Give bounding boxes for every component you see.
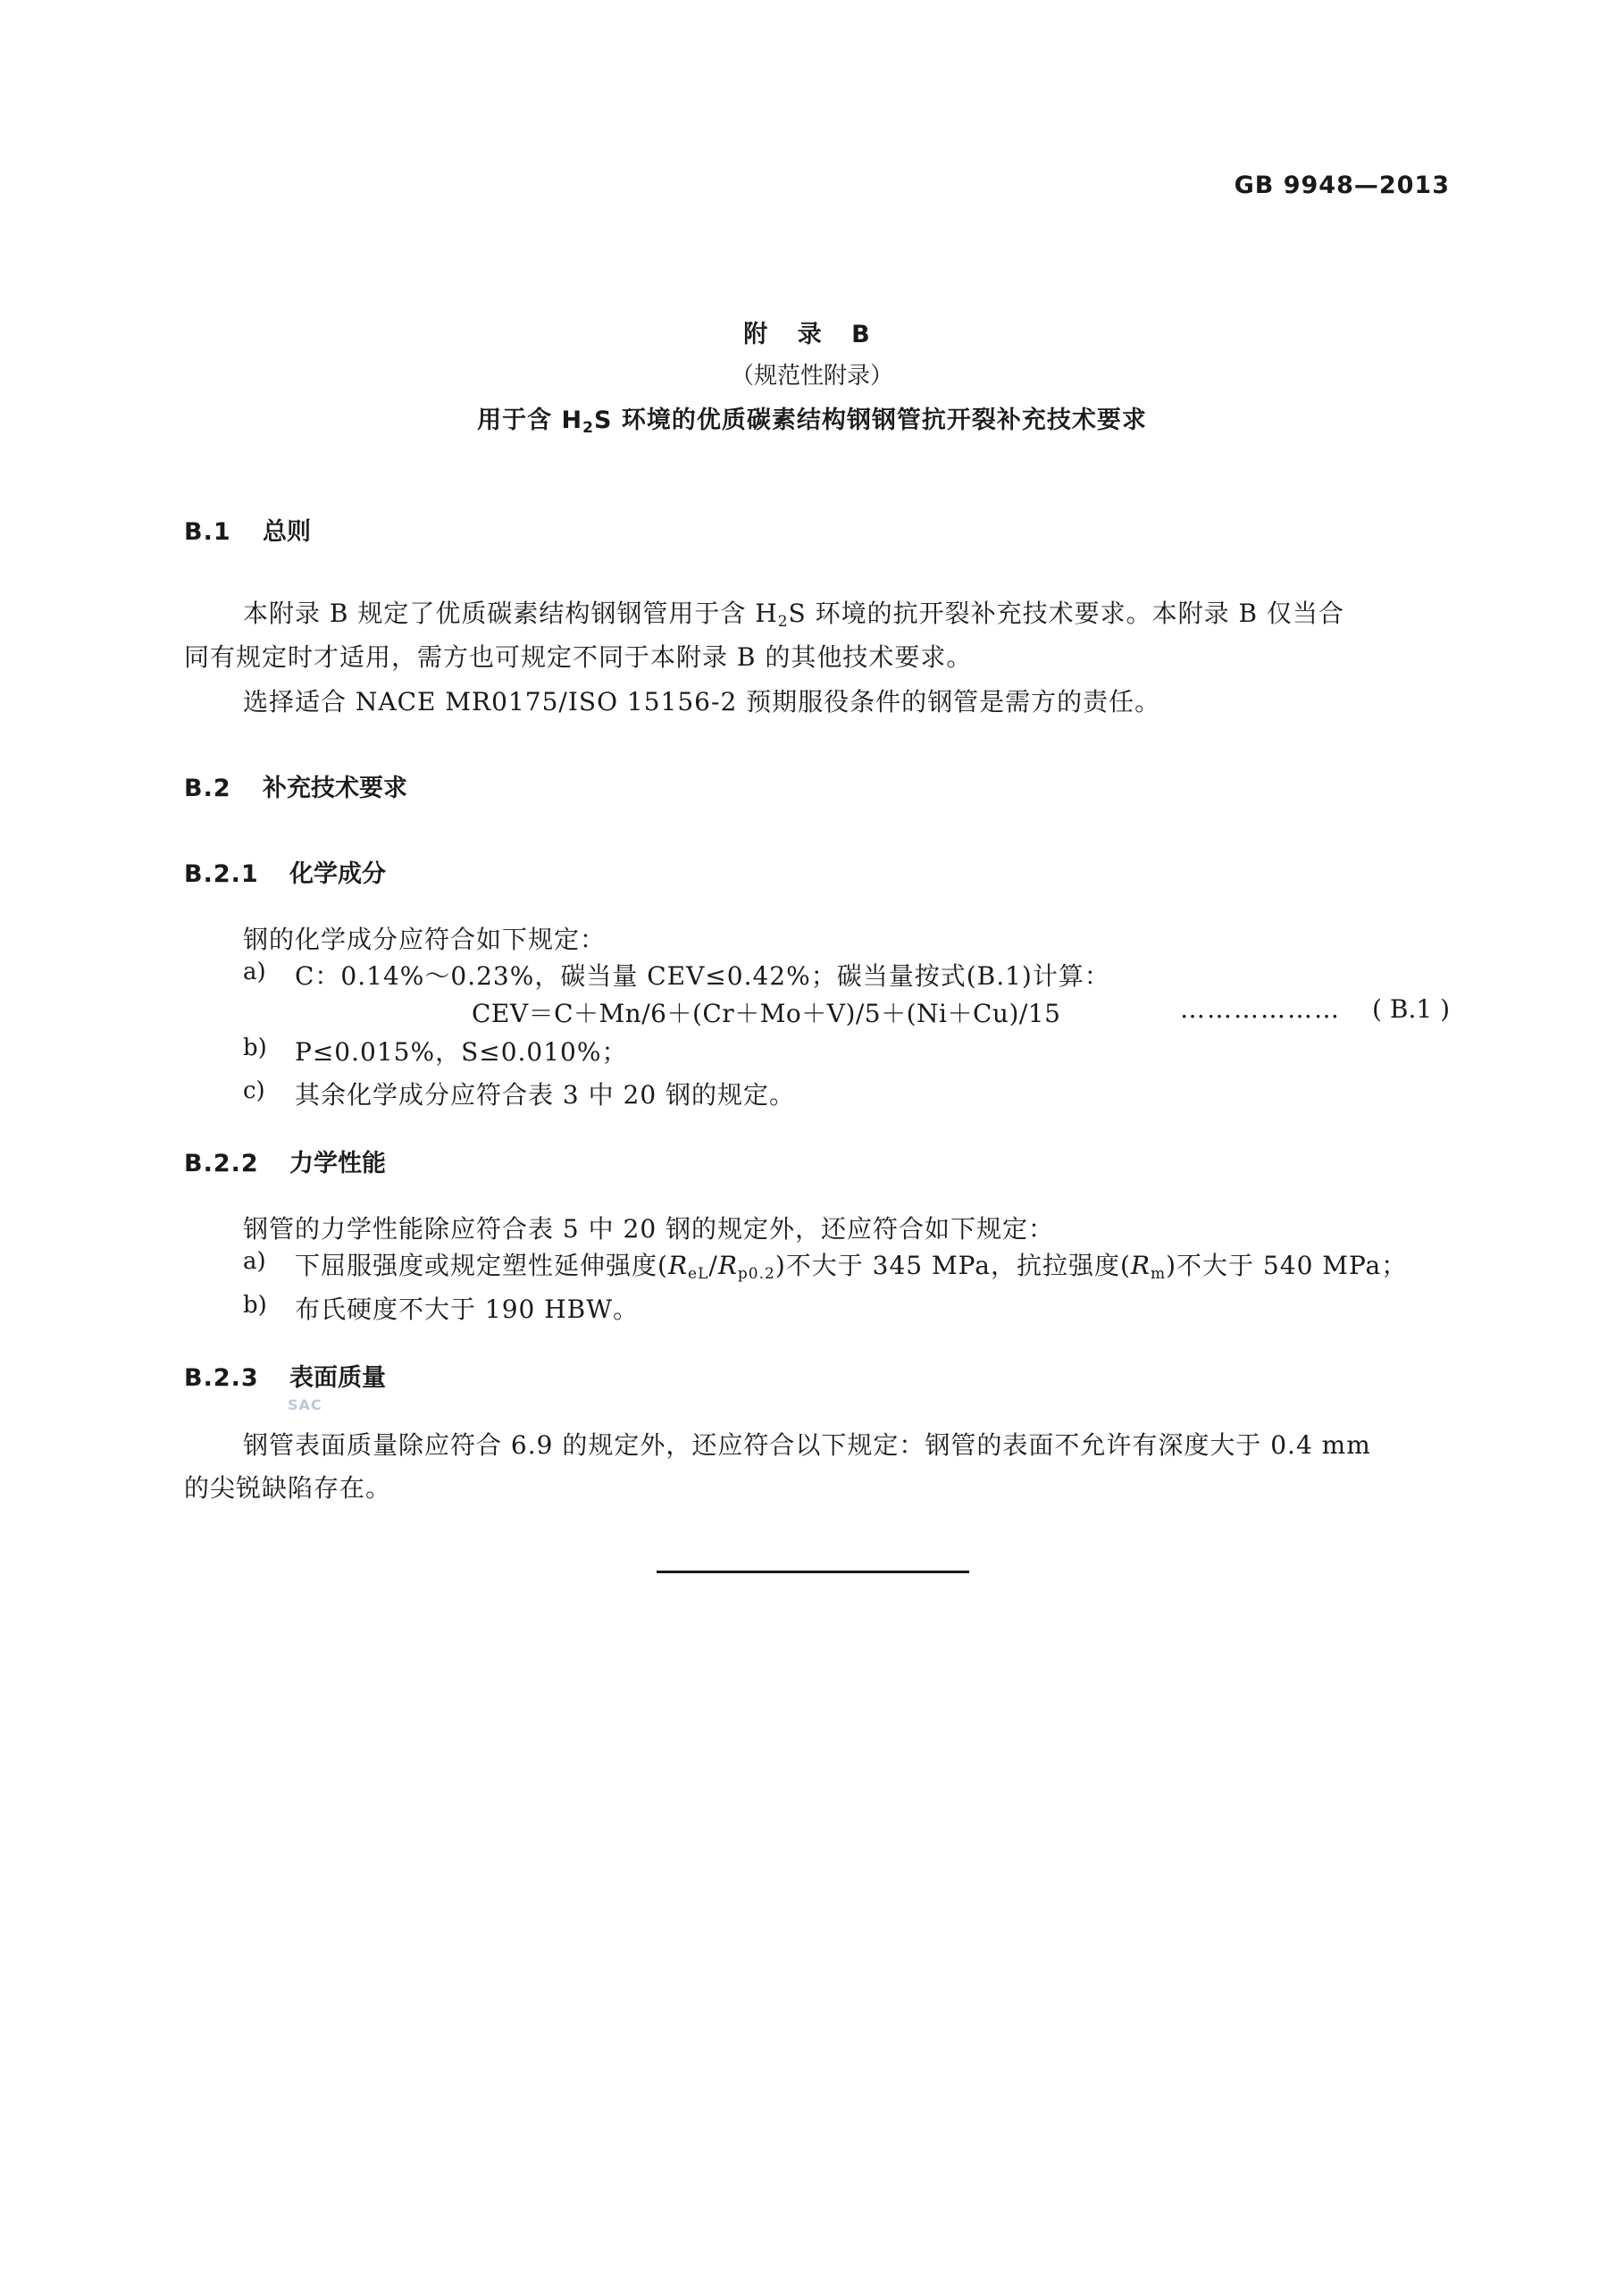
list-item: 布氏硬度不大于 190 HBW。	[295, 1295, 640, 1324]
paragraph: 钢管的力学性能除应符合表 5 中 20 钢的规定外，还应符合如下规定：	[243, 1214, 1055, 1244]
section-title: 补充技术要求	[263, 775, 407, 802]
section-b2-heading	[184, 768, 407, 803]
section-number: B.2	[184, 775, 231, 802]
formula: CEV＝C＋Mn/6＋(Cr＋Mo＋V)/5＋(Ni＋Cu)/15	[472, 999, 1061, 1028]
paragraph: 钢的化学成分应符合如下规定：	[243, 925, 607, 954]
paragraph-continuation: 的尖锐缺陷存在。	[184, 1473, 392, 1503]
section-b23-heading	[184, 1358, 386, 1393]
watermark-logo: SAC	[288, 1396, 322, 1413]
list-marker: b)	[243, 1035, 267, 1061]
appendix-type: （规范性附录）	[730, 363, 893, 390]
standard-code: GB 9948—2013	[1234, 172, 1450, 199]
list-marker: a)	[243, 1248, 266, 1275]
list-marker: c)	[243, 1077, 265, 1104]
section-title: 化学成分	[289, 860, 386, 888]
formula-number: ……………… ( B.1 )	[1149, 994, 1450, 1024]
paragraph: 本附录 B 规定了优质碳素结构钢钢管用于含 $H_2S$ 环境的抗开裂补充技术要求。本附录 B 仅当合	[243, 599, 1344, 631]
list-item: 其余化学成分应符合表 3 中 20 钢的规定。	[295, 1080, 796, 1110]
paragraph: 钢管表面质量除应符合 6.9 的规定外，还应符合以下规定：钢管的表面不允许有深度大于 0.4 mm	[243, 1430, 1371, 1460]
section-number: B.2.2	[184, 1150, 259, 1177]
end-rule	[657, 1571, 969, 1573]
list-marker: a)	[243, 959, 266, 985]
section-number: B.2.1	[184, 860, 259, 888]
section-number: B.2.3	[184, 1364, 259, 1392]
paragraph: 选择适合 NACE MR0175/ISO 15156-2 预期服役条件的钢管是需方的责任。	[243, 687, 1161, 716]
list-item: 下屈服强度或规定塑性延伸强度$(R_{eL}/R_{p0.2})$不大于 345 MPa，抗拉强度$(R_m)$不大于 540 MPa；	[295, 1251, 1408, 1283]
section-b22-heading	[184, 1144, 386, 1178]
section-b1-heading	[184, 512, 311, 547]
appendix-label: 附 录 B	[743, 321, 881, 348]
appendix-title: 用于含 $H_2S$ 环境的优质碳素结构钢钢管抗开裂补充技术要求	[477, 406, 1147, 437]
list-item: P≤0.015%，S≤0.010%；	[295, 1037, 628, 1067]
paragraph-continuation: 同有规定时才适用，需方也可规定不同于本附录 B 的其他技术要求。	[184, 642, 973, 672]
list-item: C：0.14%～0.23%，碳当量 CEV≤0.42%；碳当量按式(B.1)计算：	[295, 961, 1110, 991]
section-title: 力学性能	[289, 1150, 386, 1177]
section-number: B.1	[184, 518, 231, 546]
section-b21-heading	[184, 854, 386, 889]
section-title: 表面质量	[289, 1364, 386, 1392]
section-title: 总则	[263, 518, 311, 546]
leader-dots: ………………	[1180, 994, 1342, 1024]
list-marker: b)	[243, 1292, 267, 1319]
